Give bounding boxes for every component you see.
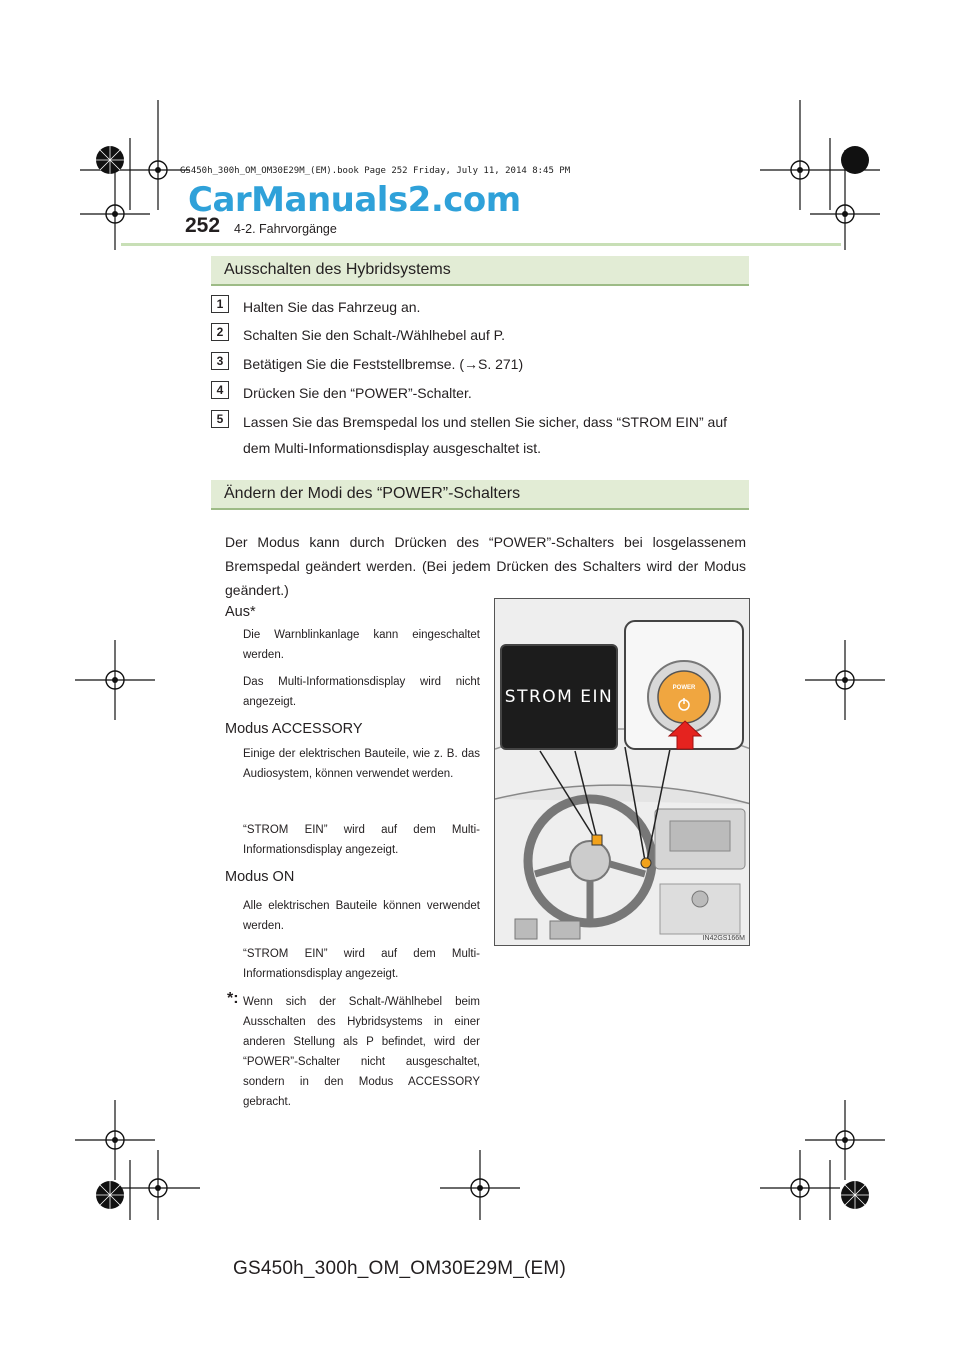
step-text: Schalten Sie den Schalt-/Wählhebel auf P. [243,327,506,343]
mode-description: Alle elektrischen Bauteile können verwendet werden. [243,900,480,932]
footnote-mark: *: [227,990,239,1007]
section-title: Ausschalten des Hybridsystems [224,261,451,278]
step-text: Betätigen Sie die Feststellbremse. (→S. 271) [243,356,524,372]
step-text: Drücken Sie den “POWER”-Schalter. [243,385,472,401]
mode-description: “STROM EIN” wird auf dem Multi-Informationsdisplay angezeigt. [243,824,480,856]
footer-model-code: GS450h_300h_OM_OM30E29M_(EM) [233,1258,566,1279]
power-switch-illustration [494,598,750,946]
intro-paragraph: Der Modus kann durch Drücken des “POWER”-Schalters bei losgelassenem Bremspedal geändert werden. (Bei jedem Drücken des Schalters wird der Modus geändert.) [225,534,746,598]
display-callout [501,645,617,749]
file-header: GS450h_300h_OM_OM30E29M_(EM).book Page 252 Friday, July 11, 2014 8:45 PM [180,166,571,176]
mode-description: “STROM EIN” wird auf dem Multi-Informationsdisplay angezeigt. [243,948,480,980]
step-number: 4 [211,381,229,399]
mode-description: Einige der elektrischen Bauteile, wie z. B. das Audiosystem, können verwendet werden. [243,748,480,780]
mode-title-accessory: Modus ACCESSORY [225,721,363,737]
step-text: Halten Sie das Fahrzeug an. [243,299,421,315]
power-button-label: POWER [672,685,696,691]
mode-description: Das Multi-Informationsdisplay wird nicht angezeigt. [243,676,480,708]
mode-title-off: Aus* [225,604,256,620]
section-header-modes [211,480,749,510]
page-number: 252 [185,214,221,237]
step-number: 3 [211,352,229,370]
mode-title-on: Modus ON [225,869,295,885]
footnote-text: Wenn sich der Schalt-/Wählhebel beim Ausschalten des Hybridsystems in einer anderen Stellung als P befindet, wird der “POWER”-Schalter nicht ausgeschaltet, sondern in den Modus ACCESSORY gebracht. [243,996,480,1108]
step-text: Lassen Sie das Bremspedal los und stellen Sie sicher, dass “STROM EIN” auf dem Multi-Informationsdisplay ausgeschaltet ist. [243,414,727,456]
display-text: STROM EIN [504,687,614,707]
step-number: 5 [211,410,229,428]
section-label: 4-2. Fahrvorgänge [234,222,337,236]
section-header-shutdown [211,256,749,286]
mode-description: Die Warnblinkanlage kann eingeschaltet werden. [243,629,480,661]
step-number: 1 [211,295,229,313]
section-title: Ändern der Modi des “POWER”-Schalters [224,485,521,502]
step-number: 2 [211,323,229,341]
watermark-text: CarManuals2.com [188,180,521,220]
header-rule [121,243,841,246]
illustration-code: IN42GS166M [702,935,745,942]
